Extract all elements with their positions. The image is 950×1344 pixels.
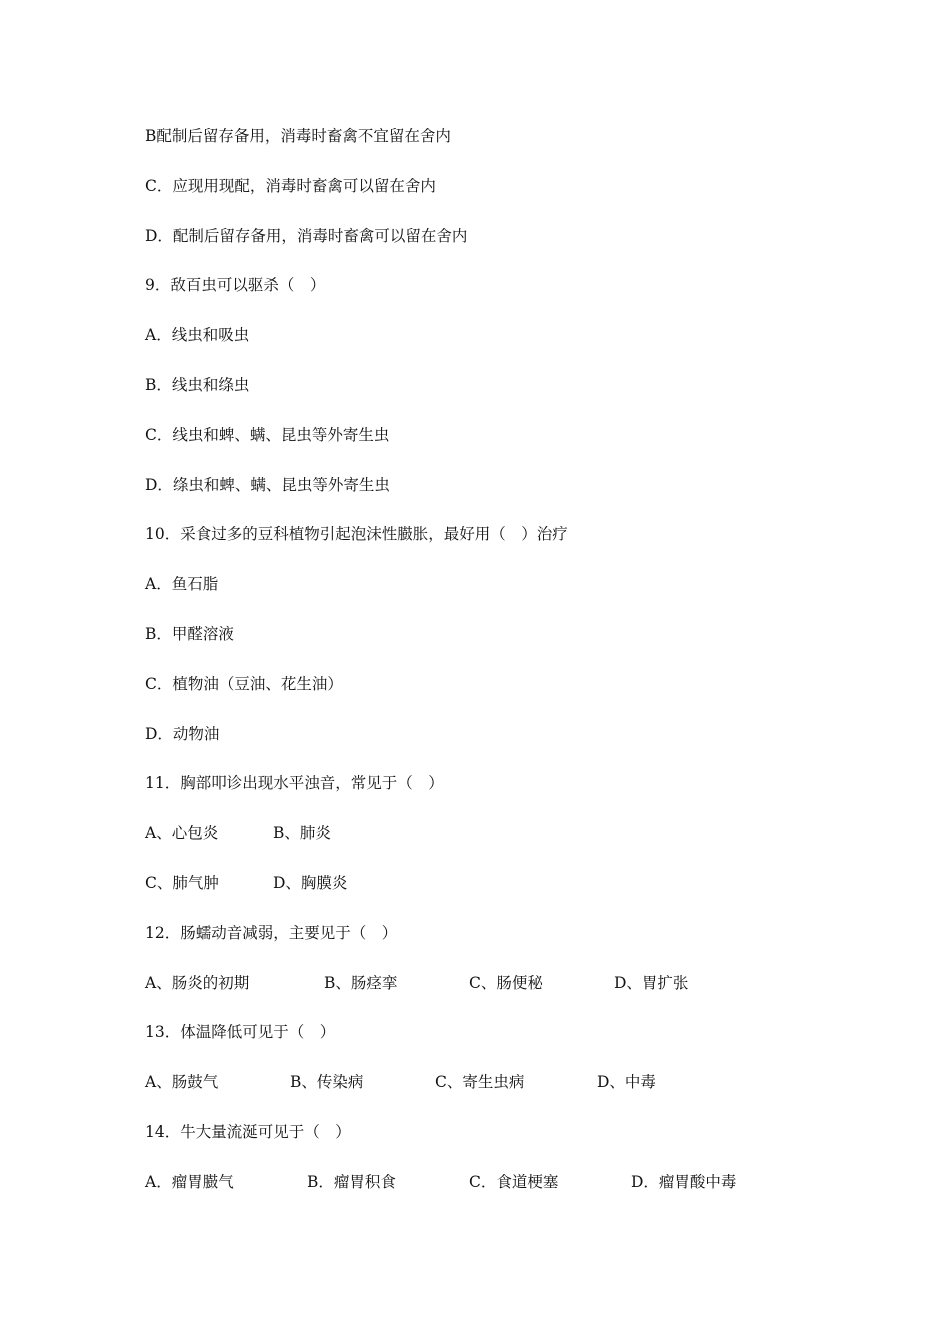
option: C．食道梗塞 xyxy=(469,1172,559,1191)
option: A．瘤胃臌气 xyxy=(145,1172,234,1191)
option: A、心包炎 xyxy=(145,824,219,843)
option-row xyxy=(145,872,845,922)
option-line: B．甲醛溶液 xyxy=(145,624,234,643)
option-line: D．动物油 xyxy=(145,724,220,743)
option: A、肠鼓气 xyxy=(145,1073,219,1092)
question-content xyxy=(145,125,845,1221)
question-stem: 11．胸部叩诊出现水平浊音，常见于（ ） xyxy=(145,774,444,793)
option-line: D．配制后留存备用，消毒时畜禽可以留在舍内 xyxy=(145,226,468,245)
option: B、肺炎 xyxy=(273,824,331,843)
option-row xyxy=(145,1171,845,1221)
option: B、肠痉挛 xyxy=(324,973,398,992)
option-line: C．线虫和蜱、螨、昆虫等外寄生虫 xyxy=(145,425,390,444)
option-line: B．线虫和绦虫 xyxy=(145,375,250,394)
option: D、胃扩张 xyxy=(614,973,689,992)
question-stem: 9．敌百虫可以驱杀（ ） xyxy=(145,276,326,295)
option-line: A．线虫和吸虫 xyxy=(145,326,250,345)
question-stem: 13．体温降低可见于（ ） xyxy=(145,1023,336,1042)
question-stem: 14．牛大量流涎可见于（ ） xyxy=(145,1122,351,1141)
option-row xyxy=(145,822,845,872)
option-line: C．植物油（豆油、花生油） xyxy=(145,674,343,693)
option: A、肠炎的初期 xyxy=(145,973,250,992)
option: D．瘤胃酸中毒 xyxy=(631,1172,737,1191)
option-row xyxy=(145,972,845,1022)
option: C、肺气肿 xyxy=(145,873,219,892)
option-line: C．应现用现配，消毒时畜禽可以留在舍内 xyxy=(145,176,436,195)
option-row xyxy=(145,1071,845,1121)
question-stem: 12．肠蠕动音减弱，主要见于（ ） xyxy=(145,923,398,942)
option-line: D．绦虫和蜱、螨、昆虫等外寄生虫 xyxy=(145,475,390,494)
option: D、中毒 xyxy=(597,1073,656,1092)
option-line: B配制后留存备用，消毒时畜禽不宜留在舍内 xyxy=(145,127,451,145)
option: C、寄生虫病 xyxy=(435,1073,525,1092)
option: D、胸膜炎 xyxy=(273,873,348,892)
option: B、传染病 xyxy=(290,1073,364,1092)
question-stem: 10．采食过多的豆科植物引起泡沫性臌胀，最好用（ ）治疗 xyxy=(145,525,568,544)
option: B．瘤胃积食 xyxy=(307,1172,396,1191)
option: C、肠便秘 xyxy=(469,973,543,992)
option-line: A．鱼石脂 xyxy=(145,575,219,594)
